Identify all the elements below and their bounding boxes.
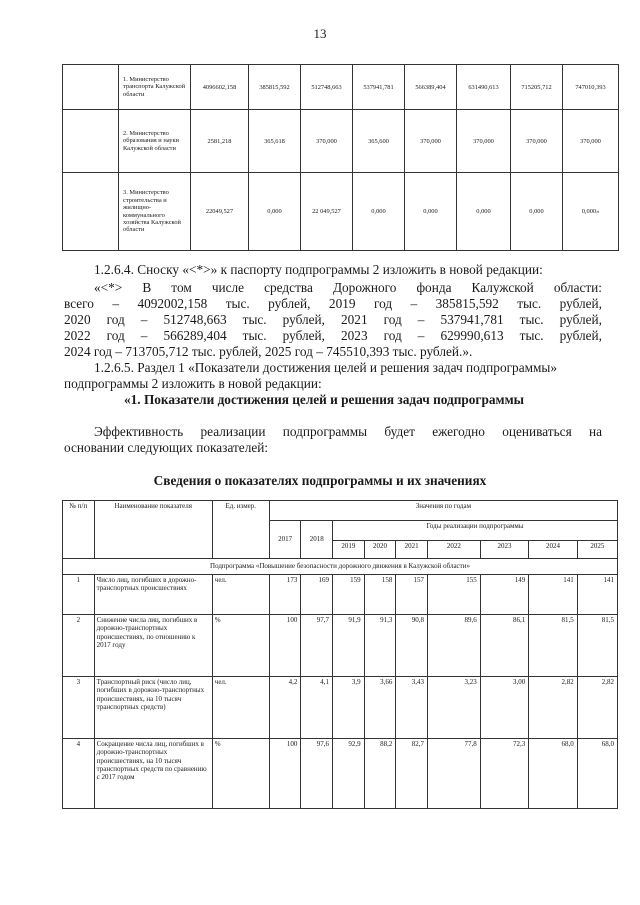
empty-cell (63, 65, 119, 110)
header-unit: Ед. измер. (212, 501, 269, 559)
paragraph-section-change: подпрограммы 2 изложить в новой редакции: (64, 376, 322, 391)
indicator-value: 77,8 (427, 739, 480, 809)
indicator-value: 100 (269, 615, 301, 677)
indicator-value: 3,00 (480, 677, 529, 739)
indicator-value: 158 (364, 575, 396, 615)
subprogram-title: Подпрограмма «Повышение безопасности дорожного движения в Калужской области» (63, 559, 618, 575)
indicator-value: 82,7 (396, 739, 428, 809)
header-year: 2021 (396, 541, 428, 559)
budget-value: 747010,393 (563, 65, 619, 110)
paragraph-efficiency: основании следующих показателей: (64, 440, 269, 455)
budget-value: 22 049,527 (301, 173, 353, 251)
indicator-value: 68,0 (577, 739, 617, 809)
indicator-value: 3,66 (364, 677, 396, 739)
budget-value: 4096602,158 (191, 65, 249, 110)
section-heading: «1. Показатели достижения целей и решения задач подпрограммы (124, 392, 525, 407)
table-header-row (63, 501, 618, 521)
budget-value: 370,000 (301, 110, 353, 173)
budget-row-name: 3. Министерство строительства и жилищно-коммунального хозяйства Калужской области (119, 173, 191, 251)
budget-value: 0,000 (457, 173, 511, 251)
table-row (63, 615, 618, 677)
header-year: 2022 (427, 541, 480, 559)
budget-value: 0,000 (353, 173, 405, 251)
paragraph-footnote-line: 2020 год – 512748,663 тыс. рублей, 2021 год – 537941,781 тыс. рублей, (64, 312, 602, 327)
budget-value: 537941,781 (353, 65, 405, 110)
table-row (63, 575, 618, 615)
paragraph-footnote-line: всего – 4092002,158 тыс. рублей, 2019 год – 385815,592 тыс. рублей, (64, 296, 602, 311)
indicator-value: 89,6 (427, 615, 480, 677)
header-year: 2024 (529, 541, 578, 559)
indicator-name: Число лиц, погибших в дорожно-транспортных происшествиях (94, 575, 212, 615)
budget-value: 370,000 (511, 110, 563, 173)
paragraph-footnote-change: 1.2.6.4. Сноску «<*>» к паспорту подпрограммы 2 изложить в новой редакции: (94, 262, 543, 277)
paragraph-footnote-line: 2024 год – 713705,712 тыс. рублей, 2025 год – 745510,393 тыс. рублей.». (64, 344, 473, 359)
empty-cell (63, 110, 119, 173)
budget-value: 2581,218 (191, 110, 249, 173)
budget-value: 715205,712 (511, 65, 563, 110)
indicator-value: 72,3 (480, 739, 529, 809)
indicator-value: 100 (269, 739, 301, 809)
header-year: 2017 (269, 521, 301, 559)
indicator-value: 3,23 (427, 677, 480, 739)
header-year: 2020 (364, 541, 396, 559)
budget-value: 385815,592 (249, 65, 301, 110)
page-number: 13 (313, 26, 327, 41)
subprogram-row (63, 559, 618, 575)
indicator-value: 91,9 (333, 615, 365, 677)
row-num: 1 (63, 575, 95, 615)
paragraph-efficiency: Эффективность реализации подпрограммы будет ежегодно оцениваться на (94, 424, 602, 439)
budget-value: 22049,527 (191, 173, 249, 251)
indicator-value: 4,1 (301, 677, 333, 739)
budget-value: 512748,663 (301, 65, 353, 110)
indicator-value: 81,5 (529, 615, 578, 677)
header-year: 2019 (333, 541, 365, 559)
header-num: № п/п (63, 501, 95, 559)
row-num: 2 (63, 615, 95, 677)
indicator-value: 141 (529, 575, 578, 615)
indicator-value: 2,82 (577, 677, 617, 739)
row-num: 3 (63, 677, 95, 739)
budget-value: 0,000 (405, 173, 457, 251)
indicator-value: 159 (333, 575, 365, 615)
header-year: 2018 (301, 521, 333, 559)
budget-value: 631490,613 (457, 65, 511, 110)
budget-value: 370,000 (563, 110, 619, 173)
budget-value: 0,000 (511, 173, 563, 251)
indicator-value: 90,8 (396, 615, 428, 677)
indicator-value: 3,9 (333, 677, 365, 739)
table-row (63, 65, 619, 110)
paragraph-footnote-line: 2022 год – 566289,404 тыс. рублей, 2023 год – 629990,613 тыс. рублей, (64, 328, 602, 343)
table-row (63, 173, 619, 251)
budget-value: 370,000 (405, 110, 457, 173)
table-row (63, 677, 618, 739)
indicator-value: 155 (427, 575, 480, 615)
indicator-value: 157 (396, 575, 428, 615)
budget-value: 0,000» (563, 173, 619, 251)
table-row (63, 110, 619, 173)
indicator-value: 97,7 (301, 615, 333, 677)
empty-cell (63, 173, 119, 251)
indicator-value: 97,6 (301, 739, 333, 809)
header-values-by-year: Значения по годам (269, 501, 617, 521)
budget-value: 370,000 (457, 110, 511, 173)
indicator-unit: чел. (212, 575, 269, 615)
indicator-value: 3,43 (396, 677, 428, 739)
budget-value: 365,600 (353, 110, 405, 173)
indicator-value: 92,9 (333, 739, 365, 809)
table-title: Сведения о показателях подпрограммы и их значениях (153, 473, 487, 488)
indicator-value: 4,2 (269, 677, 301, 739)
budget-table (62, 64, 619, 251)
indicator-unit: % (212, 739, 269, 809)
budget-value: 365,618 (249, 110, 301, 173)
header-implementation-years: Годы реализации подпрограммы (333, 521, 618, 541)
header-year: 2025 (577, 541, 617, 559)
indicator-value: 68,0 (529, 739, 578, 809)
budget-row-name: 1. Министерство транспорта Калужской области (119, 65, 191, 110)
paragraph-footnote-line: «<*> В том числе средства Дорожного фонда Калужской области: (94, 280, 602, 295)
header-name: Наименование показателя (94, 501, 212, 559)
indicator-value: 91,3 (364, 615, 396, 677)
indicator-name: Транспортный риск (число лиц, погибших в дорожно-транспортных происшествиях, на 10 тысяч транспортных средств) (94, 677, 212, 739)
budget-value: 0,000 (249, 173, 301, 251)
indicator-value: 2,82 (529, 677, 578, 739)
row-num: 4 (63, 739, 95, 809)
indicators-table (62, 500, 618, 809)
indicator-value: 88,2 (364, 739, 396, 809)
indicator-unit: % (212, 615, 269, 677)
budget-row-name: 2. Министерство образования и науки Калужской области (119, 110, 191, 173)
indicator-value: 173 (269, 575, 301, 615)
header-year: 2023 (480, 541, 529, 559)
indicator-value: 169 (301, 575, 333, 615)
indicator-value: 149 (480, 575, 529, 615)
indicator-name: Снижение числа лиц, погибших в дорожно-транспортных происшествиях, по отношению к 2017 году (94, 615, 212, 677)
indicator-name: Сокращение числа лиц, погибших в дорожно-транспортных происшествиях, на 10 тысяч транспортных средств по сравнению с 2017 годом (94, 739, 212, 809)
indicator-value: 81,5 (577, 615, 617, 677)
paragraph-section-change: 1.2.6.5. Раздел 1 «Показатели достижения целей и решения задач подпрограммы» (94, 360, 558, 375)
table-row (63, 739, 618, 809)
budget-value: 566389,404 (405, 65, 457, 110)
indicator-value: 86,1 (480, 615, 529, 677)
indicator-value: 141 (577, 575, 617, 615)
indicator-unit: чел. (212, 677, 269, 739)
